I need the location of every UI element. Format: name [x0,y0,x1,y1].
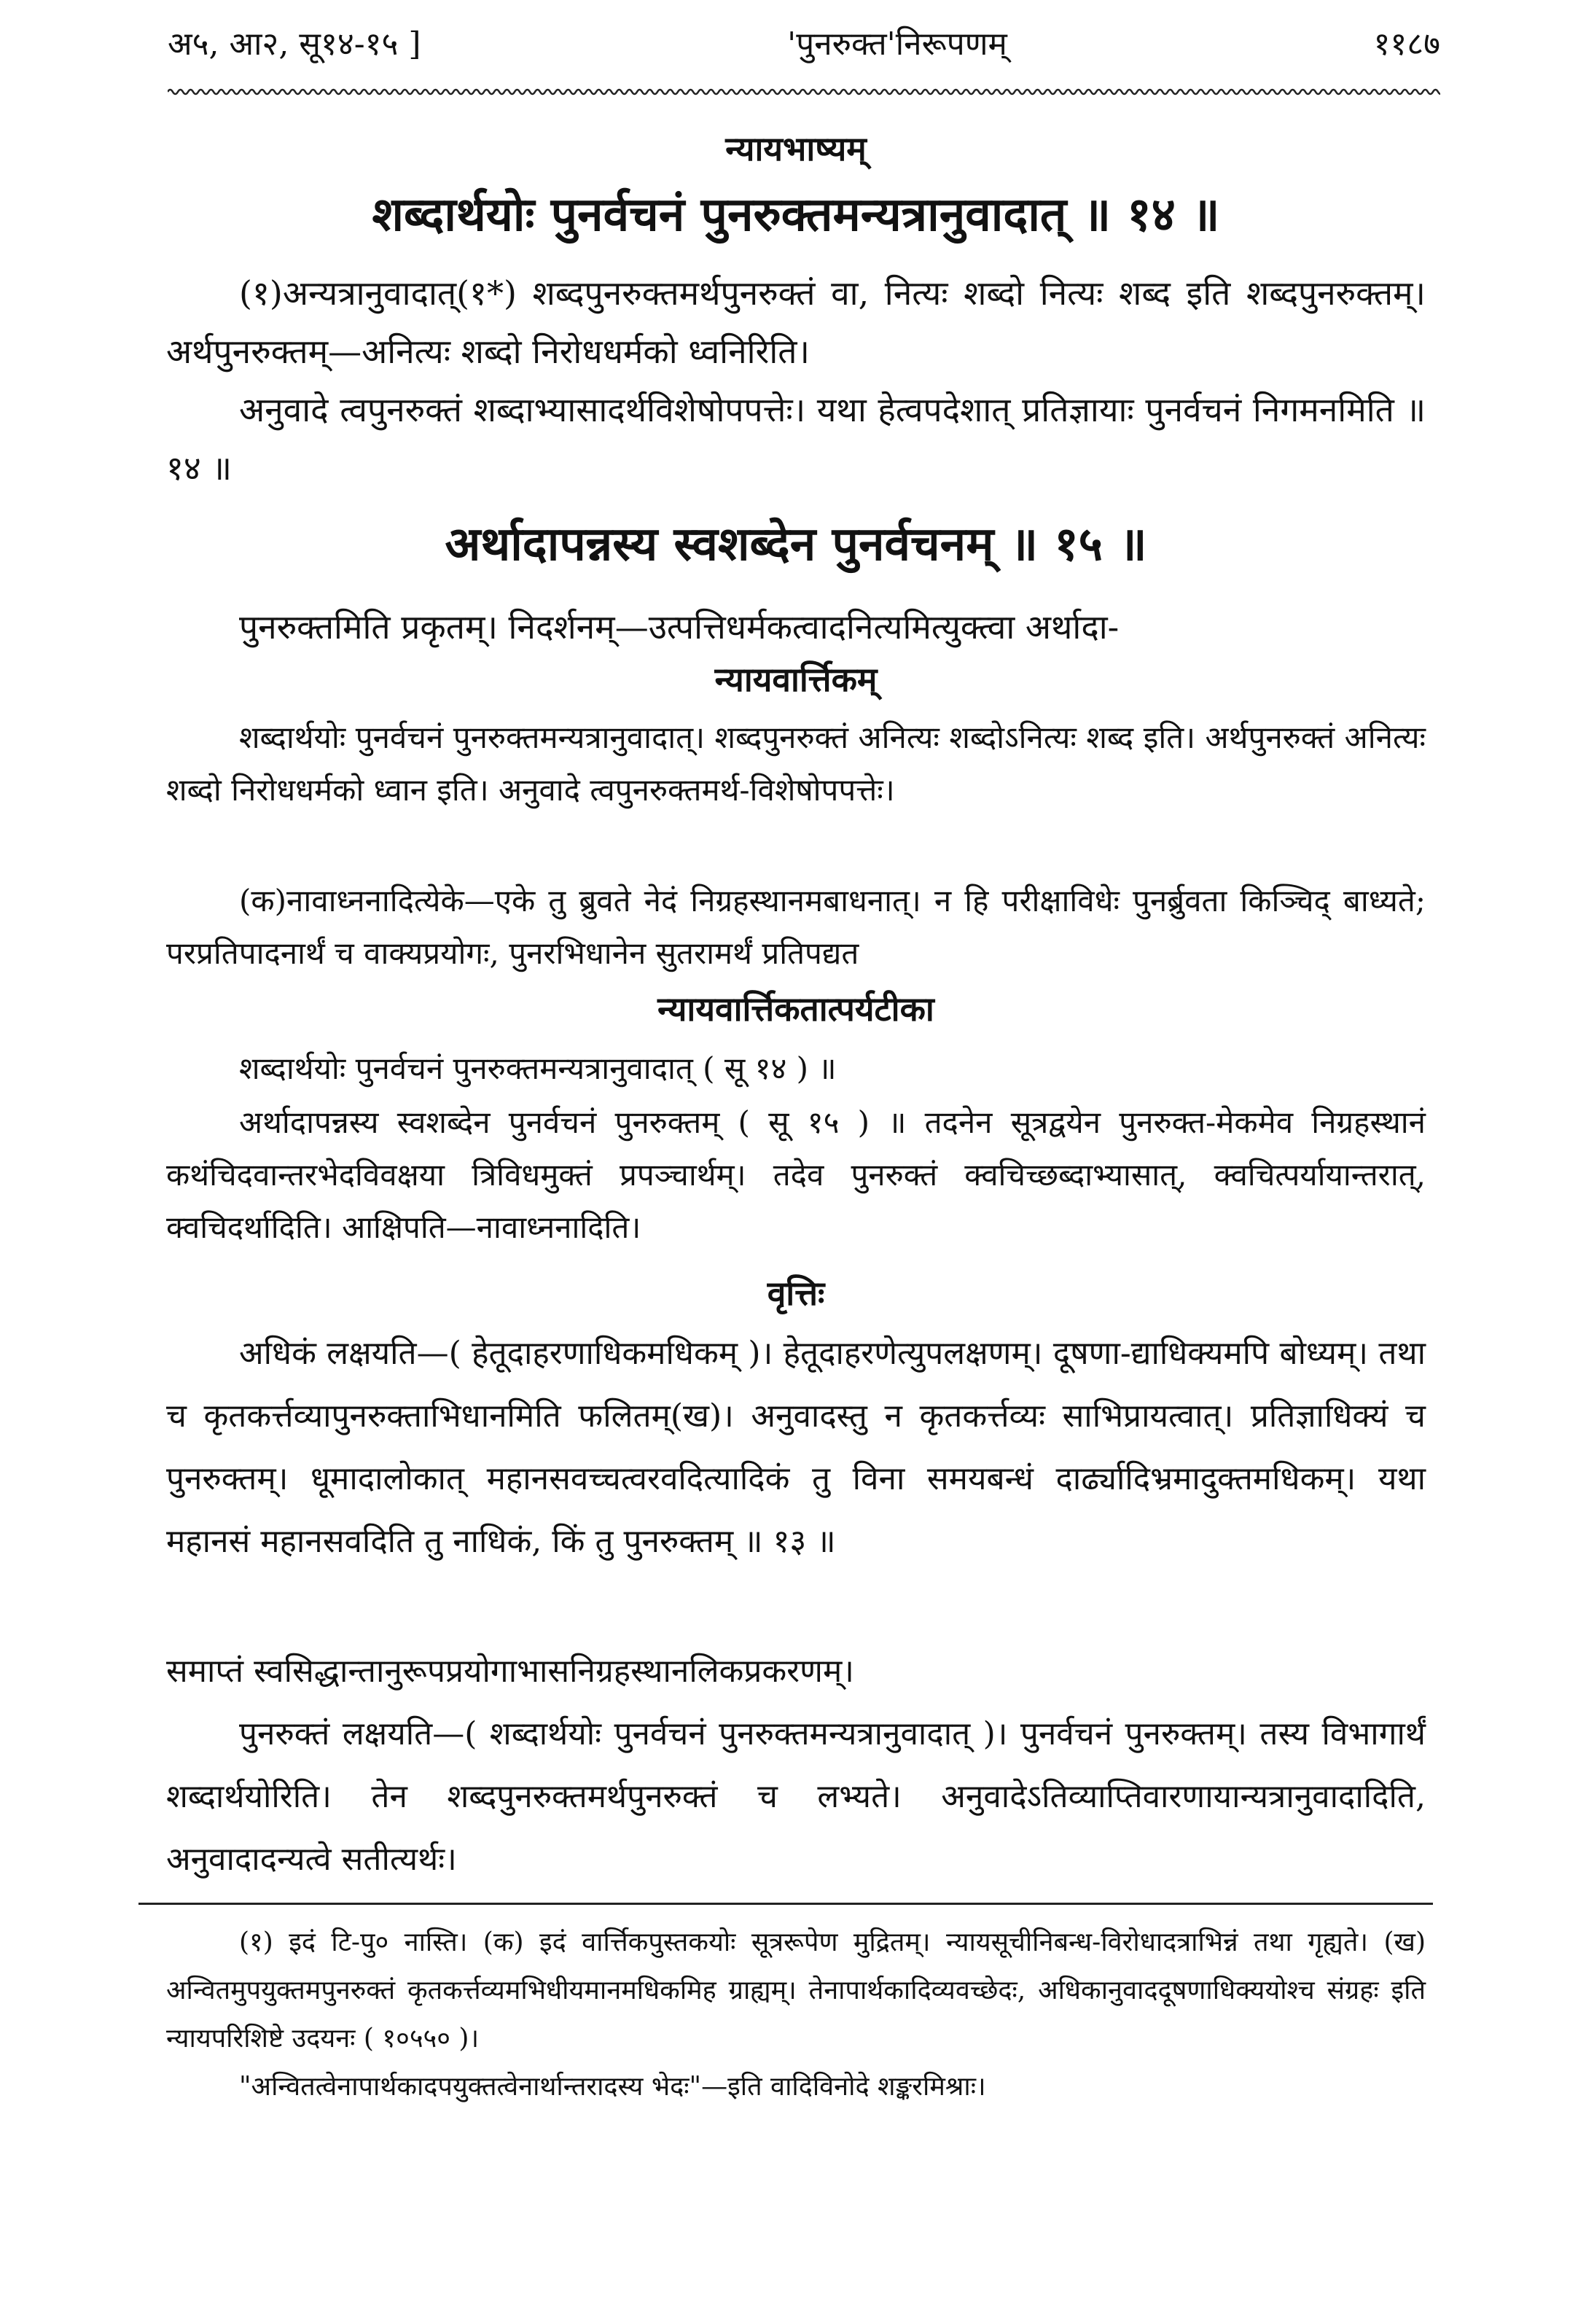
tika-paragraph-1: शब्दार्थयोः पुनर्वचनं पुनरुक्तमन्यत्रानुवादात् ( सू १४ ) ॥ [239,1050,837,1086]
vritti-paragraph-2: पुनरुक्तं लक्षयति—( शब्दार्थयोः पुनर्वचनं पुनरुक्तमन्यत्रानुवादात् )। पुनर्वचनं पुनरुक्तम्। तस्य विभागार्थं शब्दार्थयोरिति। तेन शब्दपुनरुक्तमर्थपुनरुक्तं च लभ्यते। अनुवादेऽतिव्याप्तिवारणायान्यत्रानुवादादिति, अनुवादादन्यत्वे सतीत्यर्थः। [166,1715,1426,1878]
footnote-divider [138,1903,1433,1905]
varttika-paragraph-2: (क)नावाध्ननादित्येके—एके तु ब्रुवते नेदं निग्रहस्थानमबाधनात्। न हि परीक्षाविधेः पुनर्ब्रुवता किञ्चिद् बाध्यते; परप्रतिपादनार्थं च वाक्यप्रयोगः, पुनरभिधानेन सुतरामर्थं प्रतिपद्यत [166,883,1426,971]
vritti-section-end: समाप्तं स्वसिद्धान्तानुरूपप्रयोगाभासनिग्रहस्थानलिकप्रकरणम्। [166,1653,854,1690]
sutra-14: शब्दार्थयोः पुनर्वचनं पुनरुक्तमन्यत्रानुवादात् ॥ १४ ॥ [372,187,1220,242]
bhashya-heading: न्यायभाष्यम् [725,129,867,168]
vritti-paragraph-1: अधिकं लक्षयति—( हेतूदाहरणाधिकमधिकम् )। हेतूदाहरणेत्युपलक्षणम्। दूषणा-द्याधिक्यमपि बोध्यम्। तथा च कृतकर्त्तव्यापुनरुक्ताभिधानमिति फलितम्(ख)। अनुवादस्तु न कृतकर्त्तव्यः साभिप्रायत्वात्। प्रतिज्ञाधिक्यं च पुनरुक्तम्। धूमादालोकात् महानसवच्चत्वरवदित्यादिकं तु विना समयबन्धं दार्ढ्यादिभ्रमादुक्तमधिकम्। यथा महानसं महानसवदिति तु नाधिकं, किं तु पुनरुक्तम् ॥ १३ ॥ [166,1335,1426,1560]
wavy-divider [168,86,1440,98]
header-title: 'पुनरुक्त'निरूपणम् [787,26,1007,63]
bhashya-paragraph-2: अनुवादे त्वपुनरुक्तं शब्दाभ्यासादर्थविशेषोपपत्तेः। यथा हेत्वपदेशात् प्रतिज्ञायाः पुनर्वचनं निगमनमिति ॥ १४ ॥ [166,390,1426,488]
varttika-heading: न्यायवार्त्तिकम् [714,660,878,699]
tika-heading: न्यायवार्त्तिकतात्पर्यटीका [657,989,934,1029]
vritti-heading: वृत्तिः [767,1274,825,1313]
bhashya-paragraph-3: पुनरुक्तमिति प्रकृतम्। निदर्शनम्—उत्पत्तिधर्मकत्वादनित्यमित्युक्त्वा अर्थादा- [239,607,1120,647]
footnote-1: (१) इदं टि-पु० नास्ति। (क) इदं वार्त्तिकपुस्तकयोः सूत्ररूपेण मुद्रितम्। न्यायसूचीनिबन्ध-विरोधादत्राभिन्नं तथा गृह्यते। (ख) अन्वितमुपयुक्तमपुनरुक्तं कृतकर्त्तव्यमभिधीयमानमधिकमिह ग्राह्यम्। तेनापार्थकादिव्यवच्छेदः, अधिकानुवाददूषणाधिक्ययोश्च संग्रहः इति न्यायपरिशिष्टे उदयनः ( १०५५० )। [166,1927,1426,2054]
page-number: ११८७ [1373,26,1440,63]
running-header [168,20,1440,64]
bhashya-paragraph-1: (१)अन्यत्रानुवादात्(१*) शब्दपुनरुक्तमर्थपुनरुक्तं वा, नित्यः शब्दो नित्यः शब्द इति शब्दपुनरुक्तम्। अर्थपुनरुक्तम्—अनित्यः शब्दो निरोधधर्मको ध्वनिरिति। [166,273,1426,371]
sutra-15: अर्थादापन्नस्य स्वशब्देन पुनर्वचनम् ॥ १५ ॥ [445,517,1147,572]
varttika-paragraph-1: शब्दार्थयोः पुनर्वचनं पुनरुक्तमन्यत्रानुवादात्। शब्दपुनरुक्तं अनित्यः शब्दोऽनित्यः शब्द इति। अर्थपुनरुक्तं अनित्यः शब्दो निरोधधर्मको ध्वान इति। अनुवादे त्वपुनरुक्तमर्थ-विशेषोपपत्तेः। [166,720,1426,808]
tika-paragraph-2: अर्थादापन्नस्य स्वशब्देन पुनर्वचनं पुनरुक्तम् ( सू १५ ) ॥ तदनेन सूत्रद्वयेन पुनरुक्त-मेकमेव निग्रहस्थानं कथंचिदवान्तरभेदविवक्षया त्रिविधमुक्तं प्रपञ्चार्थम्। तदेव पुनरुक्तं क्वचिच्छब्दाभ्यासात्, क्वचित्पर्यायान्तरात्, क्वचिदर्थादिति। आक्षिपति—नावाध्ननादिति। [166,1104,1426,1245]
header-section-ref: अ५, आ२, सू१४-१५ ] [168,26,421,63]
footnote-2: "अन्वितत्वेनापार्थकादपयुक्तत्वेनार्थान्तरादस्य भेदः"—इति वादिविनोदे शङ्करमिश्राः। [239,2072,986,2102]
